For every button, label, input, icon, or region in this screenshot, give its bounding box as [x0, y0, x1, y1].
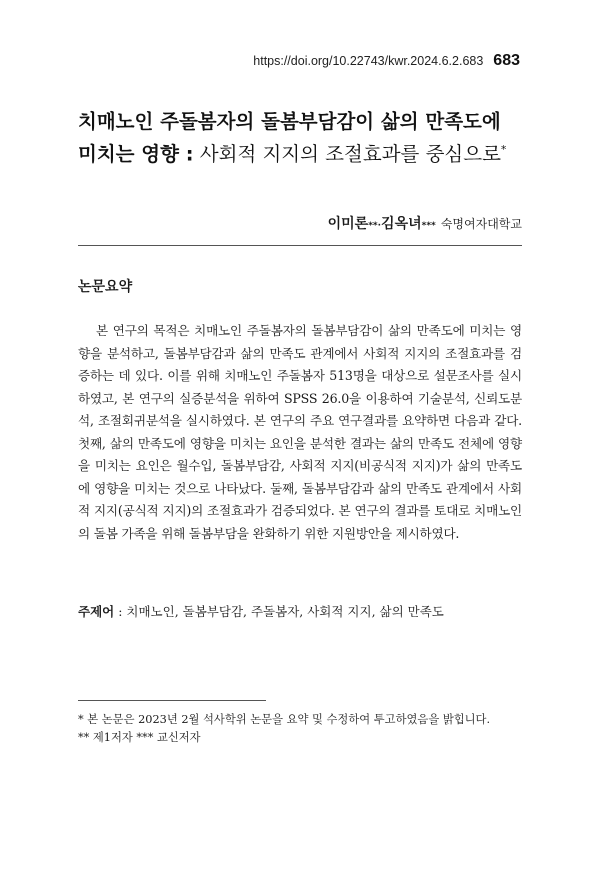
- keywords: [78, 602, 522, 622]
- paper-title: [78, 108, 538, 169]
- header-divider: [78, 245, 522, 246]
- title-line-2: [78, 136, 538, 169]
- abstract-heading: 논문요약: [78, 279, 133, 295]
- abstract-body: 본 연구의 목적은 치매노인 주돌봄자의 돌봄부담감이 삶의 만족도에 미치는 영향을 분석하고, 돌봄부담감과 삶의 만족도 관계에서 사회적 지지의 조절효과를 검증하는 데 있다. 이를 위해 치매노인 주돌봄자 513명을 대상으로 설문조사를 실시하였고, 본 연구의 실증분석을 위하여 SPSS 26.0을 이용하여 기술분석, 신뢰도분석, 조절회귀분석을 실시하였다. 본 연구의 주요 연구결과를 요약하면 다음과 같다. 첫째, 삶의 만족도에 영향을 미치는 요인을 분석한 결과는 삶의 만족도 전체에 영향을 미치는 요인은 월수입, 돌봄부담감, 사회적 지지(비공식적 지지)가 삶의 만족도에 영향을 미치는 것으로 나타났다. 둘째, 돌봄부담감과 삶의 만족도 관계에서 사회적 지지(공식적 지지)의 조절효과가 검증되었다. 본 연구의 결과를 토대로 치매노인의 돌봄 가족을 위해 돌봄부담을 완화하기 위한 지원방안을 제시하였다.: [78, 323, 522, 541]
- title-line-1: 치매노인 주돌봄자의 돌봄부담감이 삶의 만족도에: [78, 110, 501, 133]
- title-line-2-main: 미치는 영향 :: [78, 142, 194, 166]
- footnote-2: ** 제1저자 *** 교신저자: [78, 731, 201, 744]
- title-subtitle: 사회적 지지의 조절효과를 중심으로: [199, 142, 501, 166]
- page-number: 683: [493, 52, 520, 69]
- author-1-mark: **: [368, 221, 378, 231]
- footnote-divider: [78, 700, 266, 701]
- author-1: 이미론: [327, 216, 369, 232]
- running-header: [253, 52, 520, 70]
- author-2-mark: ***: [421, 221, 436, 231]
- keywords-label: 주제어: [78, 604, 115, 619]
- keywords-separator: :: [114, 604, 127, 619]
- footnotes: [78, 711, 538, 747]
- title-footnote-mark: *: [500, 143, 507, 156]
- author-line: [328, 213, 522, 233]
- keywords-list: 치매노인, 돌봄부담감, 주돌봄자, 사회적 지지, 삶의 만족도: [126, 604, 444, 619]
- author-separator: ·: [377, 221, 382, 231]
- affiliation: 숙명여자대학교: [440, 217, 522, 231]
- doi-link[interactable]: https://doi.org/10.22743/kwr.2024.6.2.683: [253, 54, 484, 68]
- footnote-1: * 본 논문은 2023년 2월 석사학위 논문을 요약 및 수정하여 투고하였음을 밝힙니다.: [78, 713, 491, 726]
- author-2: 김옥녀: [381, 216, 422, 232]
